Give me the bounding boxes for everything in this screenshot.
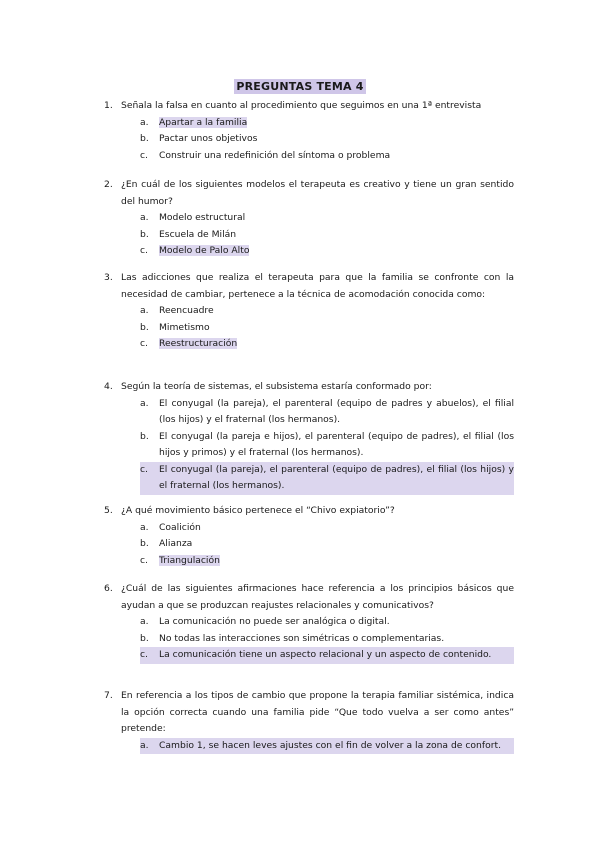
option-b: b. Mimetismo	[140, 321, 210, 333]
question-text: En referencia a los tipos de cambio que propone la terapia familiar sistémica, indica la opción correcta cuando una familia pide “Que todo vuelva a ser como antes” pretende:	[121, 690, 514, 734]
question-number: 4.	[104, 381, 113, 392]
option-c: c. Modelo de Palo Alto	[140, 245, 250, 256]
question-number: 1.	[104, 100, 113, 111]
question-text: ¿Cuál de las siguientes afirmaciones hace referencia a los principios básicos que ayudan a que se produzcan reajustes relacionales y comunicativos?	[121, 583, 514, 611]
question-text: ¿En cuál de los siguientes modelos el terapeuta es creativo y tiene un gran sentido del humor?	[121, 179, 514, 207]
question-6	[104, 581, 514, 664]
options-list	[140, 396, 514, 495]
option-b: b. Escuela de Milán	[140, 228, 237, 240]
option-a: a. La comunicación no puede ser analógica o digital.	[140, 616, 390, 627]
question-number: 6.	[104, 583, 113, 594]
option-c: c. Construir una redefinición del síntoma o problema	[140, 149, 391, 161]
question-1	[104, 98, 514, 164]
options-list	[140, 738, 514, 755]
options-list	[140, 614, 514, 664]
question-number: 2.	[104, 179, 113, 190]
question-text: Señala la falsa en cuanto al procedimiento que seguimos en una 1ª entrevista	[121, 100, 482, 111]
question-number: 3.	[104, 272, 113, 283]
question-7	[104, 688, 514, 754]
question-5	[104, 503, 514, 569]
option-a: a. Apartar a la familia	[140, 116, 248, 128]
question-text: Las adicciones que realiza el terapeuta para que la familia se confronte con la necesidad de cambiar, pertenece a la técnica de acomodación conocida como:	[121, 272, 514, 300]
question-number: 5.	[104, 505, 113, 516]
option-a: a. Coalición	[140, 521, 201, 533]
question-3	[104, 270, 514, 353]
option-a: a. Cambio 1, se hacen leves ajustes con el fin de volver a la zona de confort.	[140, 738, 514, 755]
option-c: c. Triangulación	[140, 554, 220, 566]
question-2	[104, 177, 514, 260]
option-b: b. El conyugal (la pareja e hijos), el parenteral (equipo de padres), el filial (los hijos y primos) y el fraternal (los hermanos).	[140, 430, 514, 458]
question-number: 7.	[104, 690, 113, 701]
question-text: Según la teoría de sistemas, el subsistema estaría conformado por:	[121, 381, 432, 392]
options-list	[140, 115, 514, 165]
option-c: c. El conyugal (la pareja), el parenteral (equipo de padres), el filial (los hijos) y el fraternal (los hermanos).	[140, 462, 514, 495]
option-c: c. La comunicación tiene un aspecto relacional y un aspecto de contenido.	[140, 647, 514, 664]
option-a: a. El conyugal (la pareja), el parenteral (equipo de padres y abuelos), el filial (los hijos) y el fraternal (los hermanos).	[140, 397, 514, 425]
option-c: c. Reestructuración	[140, 338, 238, 349]
option-b: b. No todas las interacciones son simétricas o complementarias.	[140, 632, 445, 644]
option-b: b. Alianza	[140, 538, 193, 549]
options-list	[140, 210, 514, 260]
option-a: a. Modelo estructural	[140, 212, 246, 223]
document-title: PREGUNTAS TEMA 4	[236, 80, 364, 93]
question-text: ¿A qué movimiento básico pertenece el “Chivo expiatorio”?	[121, 505, 395, 516]
question-4	[104, 379, 514, 495]
options-list	[140, 520, 514, 570]
option-a: a. Reencuadre	[140, 305, 214, 316]
option-b: b. Pactar unos objetivos	[140, 133, 258, 144]
options-list	[140, 303, 514, 353]
